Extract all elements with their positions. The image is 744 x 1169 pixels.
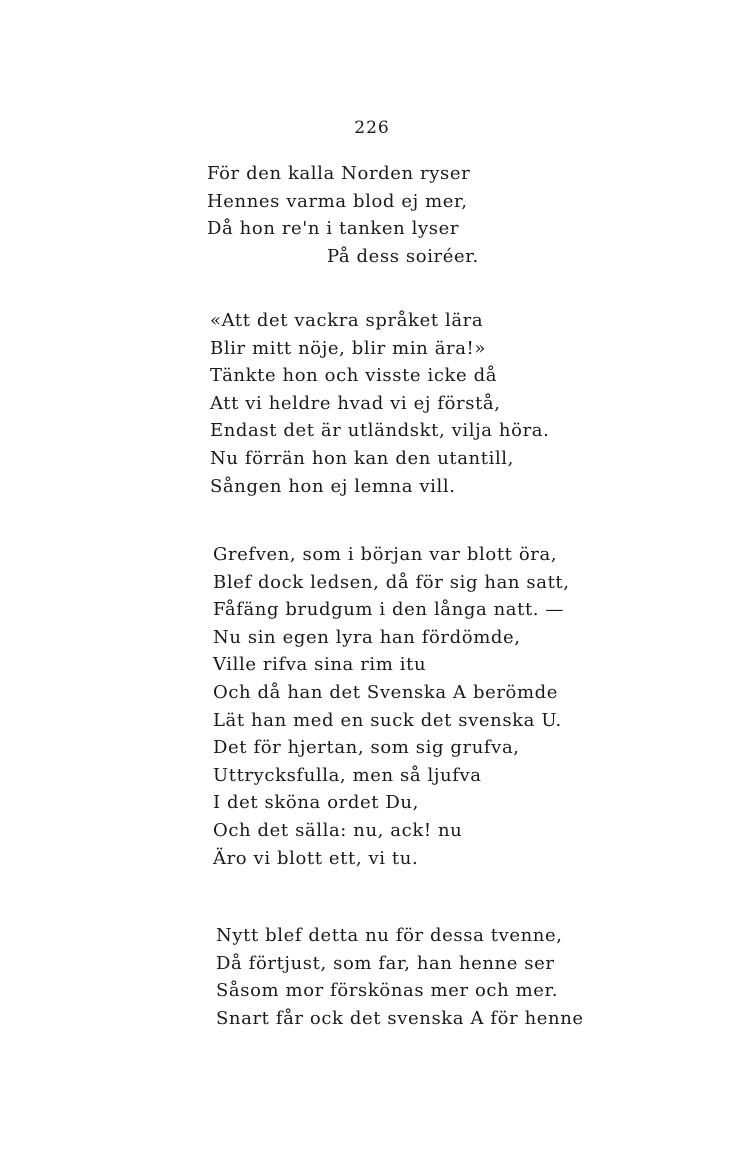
verse-line: Hennes varma blod ej mer, [207,190,468,212]
verse-line: På dess soiréer. [327,245,479,267]
verse-line: Nu sin egen lyra han fördömde, [213,626,521,648]
verse-line: Snart får ock det svenska A för henne [216,1007,584,1029]
verse-line: Uttrycksfulla, men så ljufva [213,764,482,786]
verse-line: Endast det är utländskt, vilja höra. [210,420,550,442]
verse-line: Nytt blef detta nu för dessa tvenne, [216,925,563,946]
verse-line: Att vi heldre hvad vi ej förstå, [210,392,501,414]
verse-line: Såsom mor förskönas mer och mer. [216,980,559,1002]
verse-line: För den kalla Norden ryser [207,163,471,184]
page-number: 226 [354,118,390,138]
verse-line: Då hon re'n i tanken lyser [207,218,460,240]
stanza-3 [213,541,570,872]
stanza-1 [207,160,479,270]
verse-line: Och då han det Svenska A berömde [213,681,559,703]
verse-line: Blir mitt nöje, blir min ära!» [210,337,487,359]
verse-line: Blef dock ledsen, då för sig han satt, [213,571,570,593]
verse-line: Sången hon ej lemna vill. [210,475,456,497]
verse-line: Äro vi blott ett, vi tu. [213,847,419,869]
verse-line: Nu förrän hon kan den utantill, [210,447,514,469]
verse-line: Då förtjust, som far, han henne ser [216,952,555,974]
verse-line: Ville rifva sina rim itu [213,654,427,676]
verse-line: Grefven, som i början var blott öra, [213,544,558,565]
verse-line: Fåfäng brudgum i den långa natt. — [213,599,565,621]
stanza-4 [216,922,584,1032]
verse-line: «Att det vackra språket lära [210,310,484,331]
verse-line: I det sköna ordet Du, [213,792,419,814]
verse-line: Det för hjertan, som sig grufva, [213,737,520,759]
verse-line: Lät han med en suck det svenska U. [213,709,562,731]
verse-line: Tänkte hon och visste icke då [210,365,498,387]
stanza-2 [210,307,549,500]
verse-line: Och det sälla: nu, ack! nu [213,819,463,841]
